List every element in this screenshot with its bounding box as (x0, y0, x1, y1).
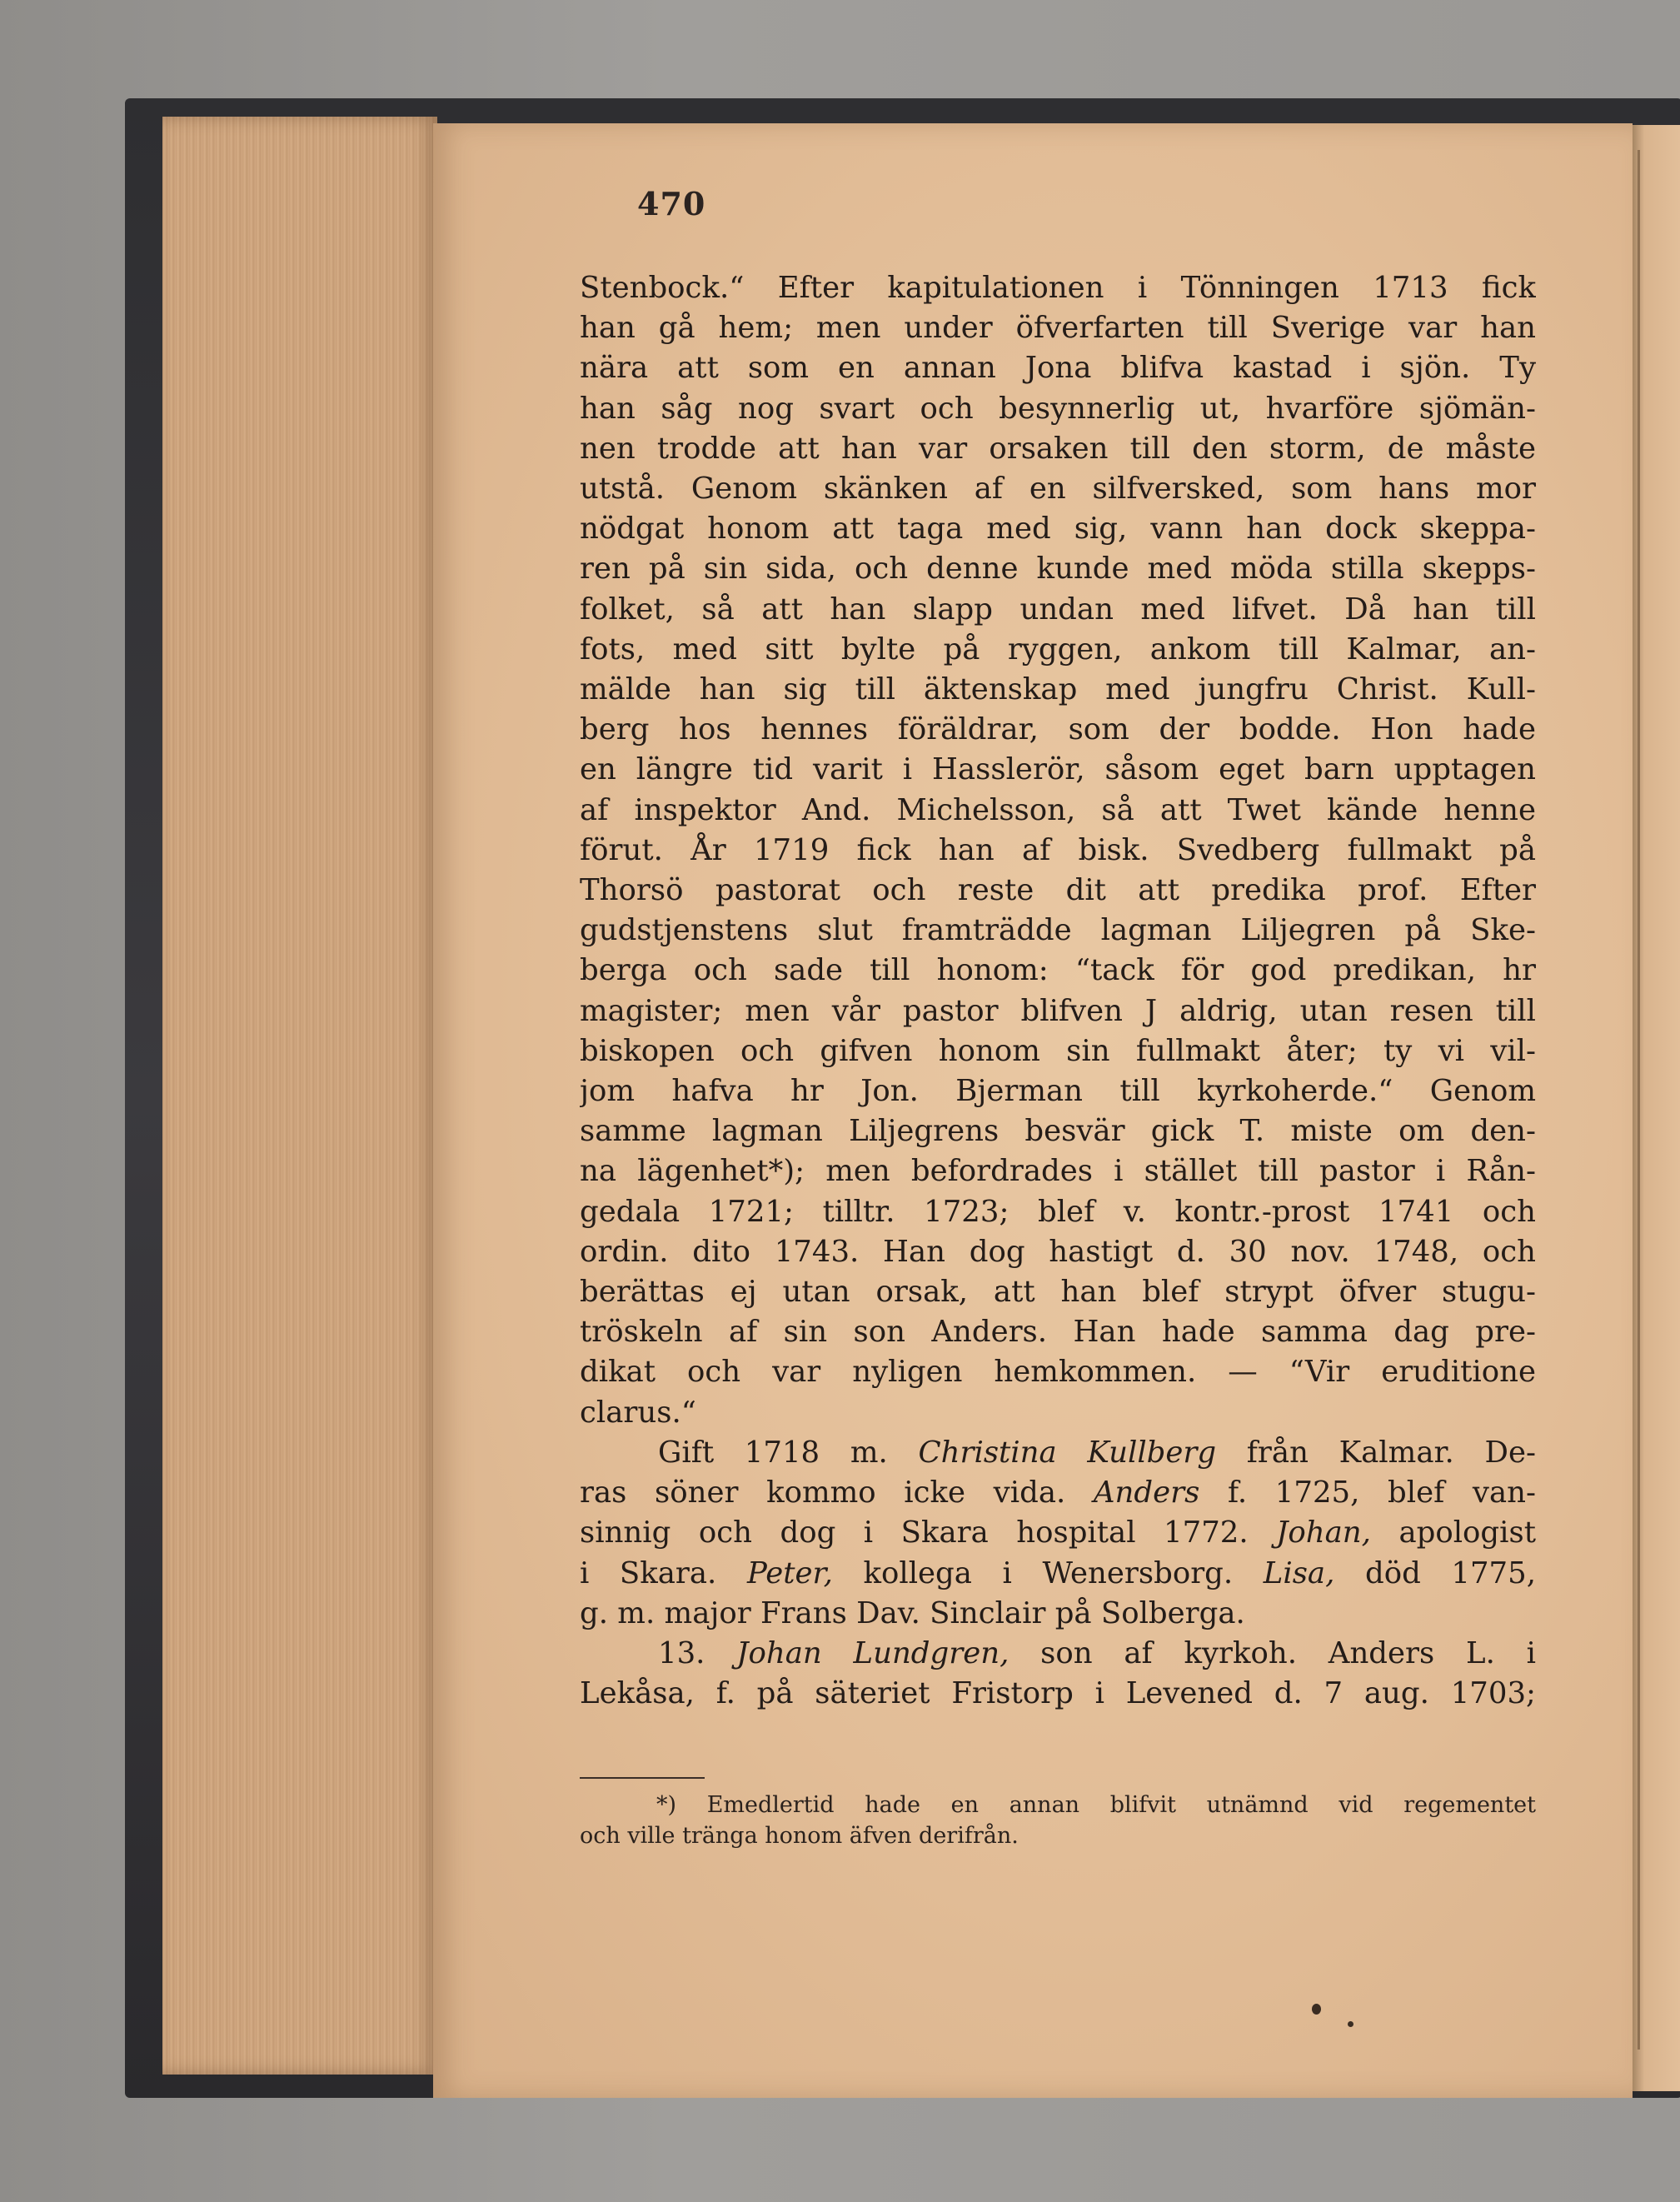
text-run: 13. (658, 1635, 737, 1670)
text-line: nödgat honom att taga med sig, vann han dock skeppa- (580, 512, 1536, 547)
text-line: gedala 1721; tilltr. 1723; blef v. kontr.-prost 1741 och (580, 1194, 1536, 1229)
text-run: sinnig och dog i Skara hospital 1772. (580, 1515, 1277, 1550)
text-line: mälde han sig till äktenskap med jungfru Christ. Kull- (580, 672, 1536, 707)
text-line (580, 1594, 1536, 1634)
footnote (580, 1790, 1536, 1851)
text-line: na lägenhet*); men befordrades i stället till pastor i Rån- (580, 1154, 1536, 1189)
text-line: folket, så att han slapp undan med lifvet. Då han till (580, 592, 1536, 627)
text-line: gudstjenstens slut framträdde lagman Liljegren på Ske- (580, 913, 1536, 948)
text-run: död 1775, (1334, 1555, 1536, 1590)
page-text (580, 268, 1536, 1714)
text-line: jom hafva hr Jon. Bjerman till kyrkoherde.“ Genom (580, 1074, 1536, 1109)
text-run: f. 1725, blef van- (1199, 1475, 1536, 1510)
text-line: en längre tid varit i Hasslerör, såsom eget barn upptagen (580, 752, 1536, 787)
ink-spot (1312, 2004, 1321, 2015)
text-line: clarus.“ (580, 1395, 696, 1430)
text-run: Gift 1718 m. (658, 1435, 919, 1470)
name-italic: Johan Lundgren, (736, 1635, 1009, 1670)
text-line: berättas ej utan orsak, att han blef strypt öfver stugu- (580, 1275, 1536, 1310)
text-run: Lekåsa, f. på säteriet Fristorp i Levened d. 7 aug. 1703; (580, 1676, 1536, 1711)
text-line: magister; men vår pastor blifven J aldrig, utan resen till (580, 993, 1536, 1028)
text-run: ras söner kommo icke vida. (580, 1475, 1094, 1510)
text-line: tröskeln af sin son Anders. Han hade samma dag pre- (580, 1315, 1536, 1350)
text-line: ordin. dito 1743. Han dog hastigt d. 30 nov. 1748, och (580, 1234, 1536, 1269)
ink-spot (1348, 2021, 1353, 2027)
text-line: utstå. Genom skänken af en silfversked, som hans mor (580, 472, 1536, 507)
text-line: samme lagman Liljegrens besvär gick T. miste om den- (580, 1114, 1536, 1149)
text-line: han såg nog svart och besynnerlig ut, hvarföre sjömän- (580, 391, 1536, 426)
text-line: fots, med sitt bylte på ryggen, ankom till Kalmar, an- (580, 632, 1536, 667)
text-line: biskopen och gifven honom sin fullmakt åter; ty vi vil- (580, 1033, 1536, 1068)
text-line: dikat och var nyligen hemkommen. — “Vir eruditione (580, 1355, 1536, 1390)
text-line: berga och sade till honom: “tack för god predikan, hr (580, 953, 1536, 988)
text-line: af inspektor And. Michelsson, så att Twet kände henne (580, 792, 1536, 827)
text-line (580, 1473, 1536, 1513)
name-italic: Anders (1093, 1475, 1200, 1510)
text-line (580, 1433, 1536, 1473)
text-line (580, 1554, 1536, 1594)
text-line: berg hos hennes föräldrar, som der bodde. Hon hade (580, 712, 1536, 747)
text-run: son af kyrkoh. Anders L. i (1009, 1635, 1536, 1670)
text-line: nen trodde att han var orsaken till den storm, de måste (580, 431, 1536, 466)
footnote-rule (580, 1777, 705, 1779)
name-italic: Johan, (1276, 1515, 1371, 1550)
text-line: ren på sin sida, och denne kunde med möda stilla skepps- (580, 552, 1536, 587)
page-block-edge (162, 117, 437, 2075)
text-run: kollega i Wenersborg. (832, 1555, 1264, 1590)
page-number: 470 (637, 185, 706, 222)
text-run: i Skara. (580, 1555, 747, 1590)
text-line: han gå hem; men under öfverfarten till Sverige var han (580, 311, 1536, 346)
text-line: Thorsö pastorat och reste dit att predika prof. Efter (580, 873, 1536, 908)
text-line: Stenbock.“ Efter kapitulationen i Tönningen 1713 fick (580, 271, 1536, 305)
name-italic: Christina Kullberg (918, 1435, 1217, 1470)
text-line (580, 1674, 1536, 1714)
text-line: nära att som en annan Jona blifva kastad i sjön. Ty (580, 351, 1536, 386)
gutter-line (1638, 150, 1640, 2050)
text-line (580, 1513, 1536, 1553)
footnote-line: och ville tränga honom äfven derifrån. (580, 1823, 1019, 1849)
text-run: från Kalmar. De- (1216, 1435, 1536, 1470)
text-run: g. m. major Frans Dav. Sinclair på Solberga. (580, 1595, 1245, 1630)
footnote-line: *) Emedlertid hade en annan blifvit utnämnd vid regementet (656, 1792, 1536, 1818)
text-line: förut. År 1719 fick han af bisk. Svedberg fullmakt på (580, 832, 1536, 867)
name-italic: Lisa, (1263, 1555, 1335, 1590)
text-run: apologist (1370, 1515, 1536, 1550)
name-italic: Peter, (746, 1555, 833, 1590)
text-line (580, 1634, 1536, 1674)
